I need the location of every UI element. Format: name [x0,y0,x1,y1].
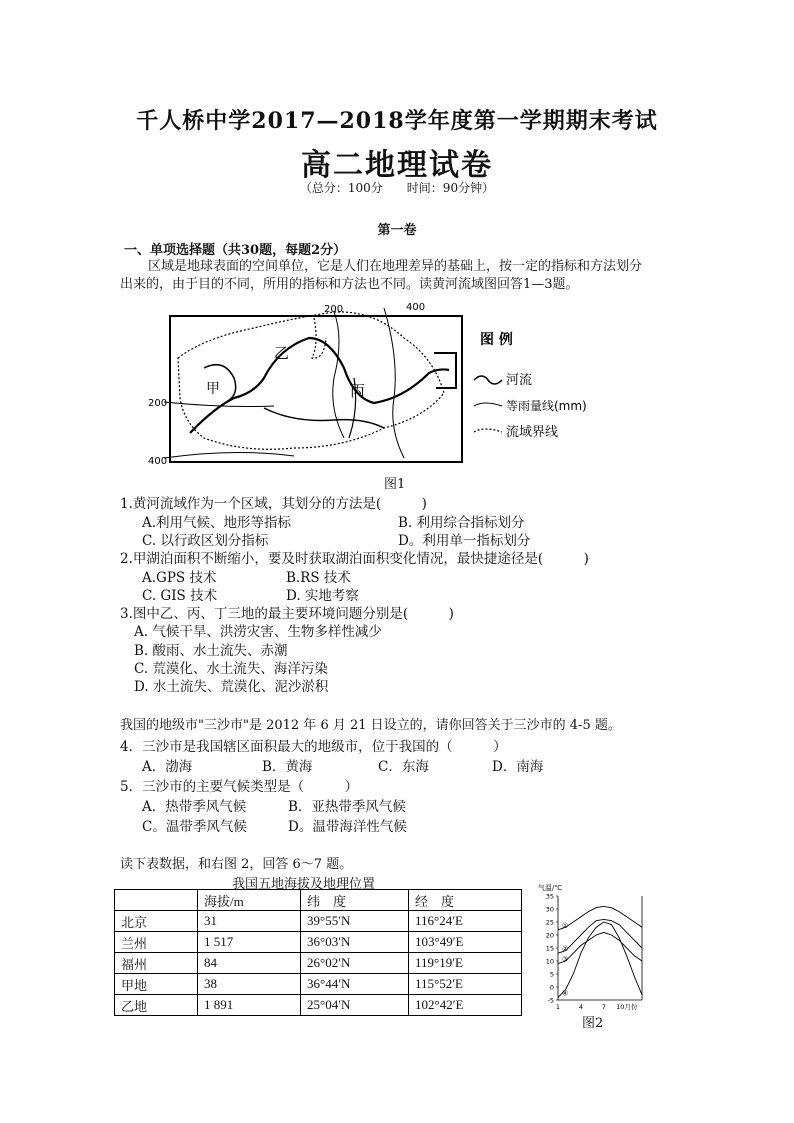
q1-option-d: D。利用单一指标划分 [398,533,531,549]
table-header [115,890,198,911]
table-cell: 115°52′E [409,974,522,995]
chart-x-tick-label: 1 [555,1003,561,1011]
intro3: 读下表数据，和右图 2，回答 6～7 题。 [120,857,353,872]
question-2: 2.甲湖泊面积不断缩小，要及时获取湖泊面积变化情况，最快捷途径是( ) [120,551,589,567]
chart-y-tick-label: 20 [545,931,554,940]
legend-isohyet: 等雨量线(mm) [506,399,587,413]
label-jia: 甲 [206,381,220,397]
table-cell: 103°49′E [409,932,522,953]
table-cell: 1 891 [198,995,301,1016]
exam-meta: （总分：100分 时间：90分钟） [299,181,495,195]
river-legend-icon [474,376,502,384]
question-5: 5．三沙市的主要气候类型是（ ） [120,779,359,795]
label-yi: 乙 [274,344,290,362]
isohyet-400-left: 400 [148,456,168,467]
chart-x-tick-label: 10月份 [616,1003,638,1011]
table-cell: 甲地 [115,974,198,995]
table-header: 经 度 [409,890,522,911]
q5-option-d: D。温带海洋性气候 [288,819,407,835]
table-cell: 兰州 [115,932,198,953]
q2-option-a: A.GPS 技术 [142,570,217,586]
chart-y-tick-label: 10 [545,957,554,966]
table-cell: 116°24′E [409,911,522,932]
isohyet-400-top: 400 [406,302,426,313]
chart-axes [558,896,642,1000]
chart-series-label: ① [562,921,569,930]
table-cell: 北京 [115,911,198,932]
chart-y-tick-label: 15 [545,944,554,953]
chart-series-label: ③ [562,955,569,964]
chart-y-axis-label: 气温/℃ [538,884,563,892]
intro2: 我国的地级市"三沙市"是 2012 年 6 月 21 日设立的，请你回答关于三沙市的 4-5 题。 [120,718,621,733]
table-header: 海拔/m [198,890,301,911]
table-row [115,953,522,974]
isohyet-200-left: 200 [148,398,168,409]
table-cell: 119°19′E [409,953,522,974]
chart-y-tick-label: 0 [549,983,554,992]
q5-option-c: C。温带季风气候 [142,819,247,835]
chart-y-tick-label: -5 [547,996,554,1005]
volume-heading: 第一卷 [377,223,417,238]
q4-option-c: C．东海 [378,759,429,775]
table-caption: 我国五地海拔及地理位置 [232,877,376,892]
table-header-row [115,890,522,911]
table-cell: 25°04′N [301,995,409,1016]
chart-x-tick-label: 7 [601,1003,606,1011]
legend-boundary: 流域界线 [506,425,559,440]
q4-option-a: A．渤海 [142,759,193,775]
intro1-line1: 区域是地球表面的空间单位，它是人们在地理差异的基础上，按一定的指标和方法划分 [148,259,643,274]
legend-title: 图 例 [480,332,513,348]
chart-y-tick-label: 35 [545,892,554,901]
table-cell: 31 [198,911,301,932]
table-row [115,911,522,932]
q5-option-a: A．热带季风气候 [142,799,247,815]
yellow-river-map [144,298,587,468]
chart-series-label: ② [562,945,569,954]
table-row [115,974,522,995]
isohyet-200-top: 200 [324,304,344,315]
q1-option-a: A.利用气候、地形等指标 [142,515,292,531]
q3-option-d: D. 水土流失、荒漠化、泥沙淤积 [134,679,329,695]
table-cell: 36°44′N [301,974,409,995]
chart-lines [558,906,642,997]
question-1: 1.黄河流域作为一个区域，其划分的方法是( ) [120,496,427,512]
table-cell: 84 [198,953,301,974]
chart-series-line [558,906,642,929]
chart-caption: 图2 [582,1016,604,1031]
table-cell: 38 [198,974,301,995]
table-cell: 1 517 [198,932,301,953]
boundary-legend-icon [474,429,502,432]
table-cell: 乙地 [115,995,198,1016]
chart-y-tick-label: 5 [549,970,554,979]
q2-option-b: B.RS 技术 [286,570,351,586]
chart-x-tick-label: 4 [578,1003,583,1011]
q5-option-b: B．亚热带季风气候 [288,799,406,815]
q2-option-c: C. GIS 技术 [142,588,218,604]
table-row [115,932,522,953]
q3-option-a: A. 气候干旱、洪涝灾害、生物多样性减少 [134,624,382,640]
chart-y-tick-label: 25 [545,918,554,927]
question-4: 4．三沙市是我国辖区面积最大的地级市，位于我国的（ ） [120,739,507,755]
table-cell: 福州 [115,953,198,974]
location-table [114,889,522,1016]
table-cell: 36°03′N [301,932,409,953]
isohyet-legend-icon [474,403,502,406]
table-cell: 26°02′N [301,953,409,974]
exam-subject: 高二地理试卷 [301,148,493,183]
label-bing: 丙 [350,382,366,400]
q4-option-d: D．南海 [492,759,544,775]
table-cell: 102°42′E [409,995,522,1016]
temperature-chart [534,880,650,1016]
table-row [115,995,522,1016]
question-3: 3.图中乙、丙、丁三地的最主要环境问题分别是( ) [120,606,454,622]
map-caption: 图1 [384,477,406,492]
chart-y-tick-label: 30 [545,905,554,914]
q1-option-b: B. 利用综合指标划分 [398,515,525,531]
legend-river: 河流 [506,373,533,388]
chart-series-line [558,932,642,963]
q3-option-c: C. 荒漠化、水土流失、海洋污染 [134,661,328,677]
section-heading: 一、单项选择题（共30题，每题2分） [124,243,347,258]
q1-option-c: C. 以行政区划分指标 [142,533,269,549]
q2-option-d: D. 实地考察 [286,588,359,604]
chart-series-label: ④ [562,989,569,998]
q4-option-b: B．黄海 [262,759,313,775]
exam-title: 千人桥中学2017—2018学年度第一学期期末考试 [136,108,658,134]
q3-option-b: B. 酸雨、水土流失、赤潮 [134,643,288,659]
table-header: 纬 度 [301,890,409,911]
table-cell: 39°55′N [301,911,409,932]
intro1-line2: 出来的，由于目的不同，所用的指标和方法也不同。读黄河流域图回答1—3题。 [120,277,579,292]
